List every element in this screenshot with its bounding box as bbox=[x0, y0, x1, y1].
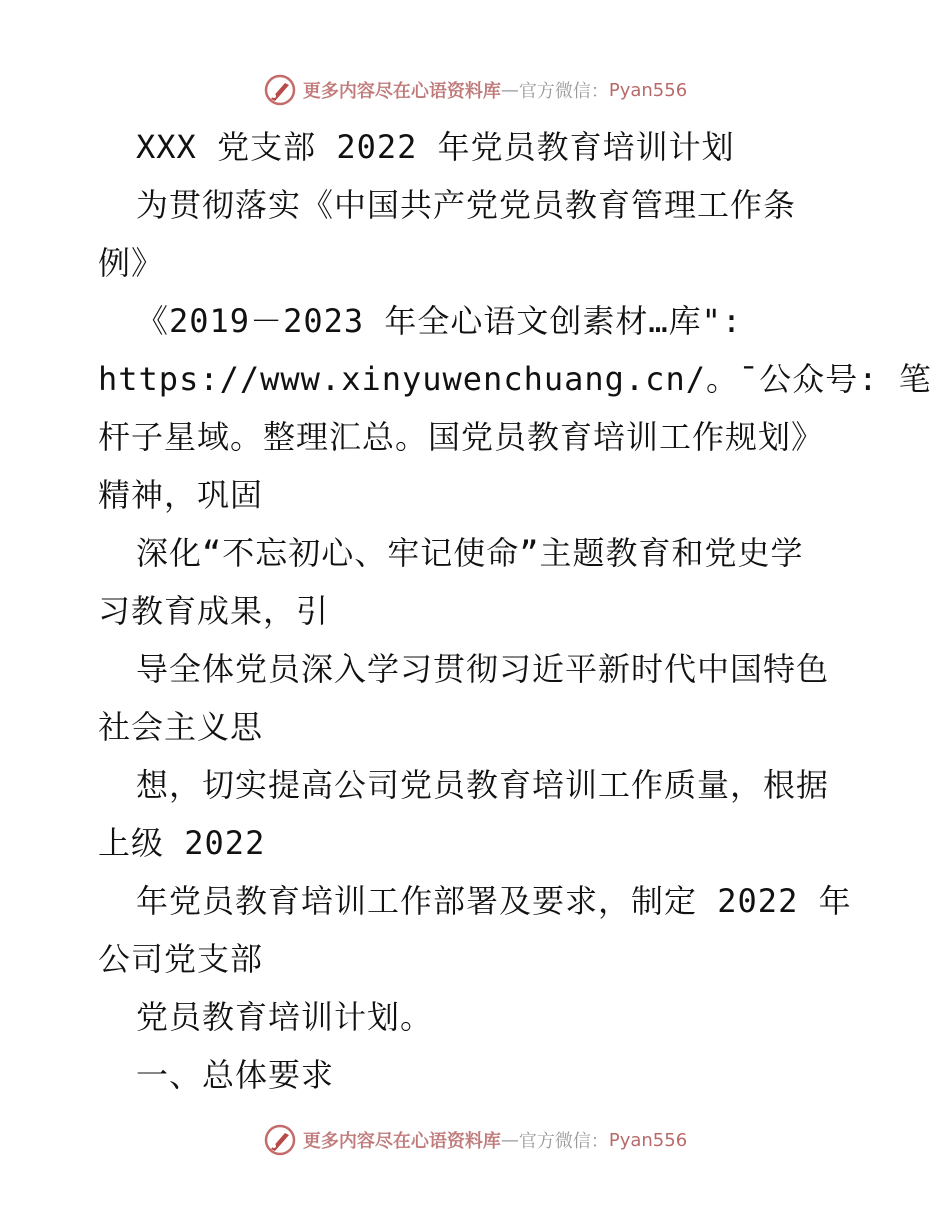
watermark-wechat-id: Pyan556 bbox=[608, 1129, 688, 1151]
quill-logo-icon bbox=[263, 1123, 297, 1157]
watermark-brand: 更多内容尽在心语资料库 bbox=[302, 81, 501, 102]
doc-line: 上级 2022 bbox=[98, 824, 266, 862]
doc-line: 《2019－2023 年全心语文创素材…库": bbox=[136, 302, 743, 340]
doc-line: 习教育成果，引 bbox=[98, 592, 330, 630]
doc-line: XXX 党支部 2022 年党员教育培训计划 bbox=[136, 128, 735, 166]
watermark-brand: 更多内容尽在心语资料库 bbox=[302, 1131, 501, 1152]
doc-line: 深化“不忘初心、牢记使命”主题教育和党史学 bbox=[136, 534, 804, 572]
doc-line: 社会主义思 bbox=[98, 708, 264, 746]
doc-line: 例》 bbox=[98, 244, 165, 282]
watermark-dash: — bbox=[500, 79, 519, 101]
quill-logo-icon bbox=[263, 73, 297, 107]
doc-line: 年党员教育培训工作部署及要求，制定 2022 年 bbox=[136, 882, 852, 920]
doc-line: 精神，巩固 bbox=[98, 476, 264, 514]
doc-line: 为贯彻落实《中国共产党党员教育管理工作条 bbox=[136, 186, 797, 224]
document-body bbox=[98, 118, 932, 1104]
doc-line: 公司党支部 bbox=[98, 940, 264, 978]
doc-line: 导全体党员深入学习贯彻习近平新时代中国特色 bbox=[136, 650, 830, 688]
doc-line: https://www.xinyuwenchuang.cn/。¯公众号: 笔 bbox=[98, 360, 932, 398]
doc-line: 一、总体要求 bbox=[136, 1056, 335, 1094]
watermark-wechat-label: 官方微信： bbox=[518, 1131, 609, 1152]
watermark-wechat-label: 官方微信： bbox=[518, 81, 609, 102]
header-watermark bbox=[0, 70, 950, 110]
footer-watermark bbox=[0, 1120, 950, 1160]
watermark-wechat-id: Pyan556 bbox=[608, 79, 688, 101]
doc-line: 想，切实提高公司党员教育培训工作质量，根据 bbox=[136, 766, 830, 804]
doc-line: 党员教育培训计划。 bbox=[136, 998, 434, 1036]
watermark-dash: — bbox=[500, 1129, 519, 1151]
doc-line: 杆子星域。整理汇总。国党员教育培训工作规划》 bbox=[98, 418, 825, 456]
